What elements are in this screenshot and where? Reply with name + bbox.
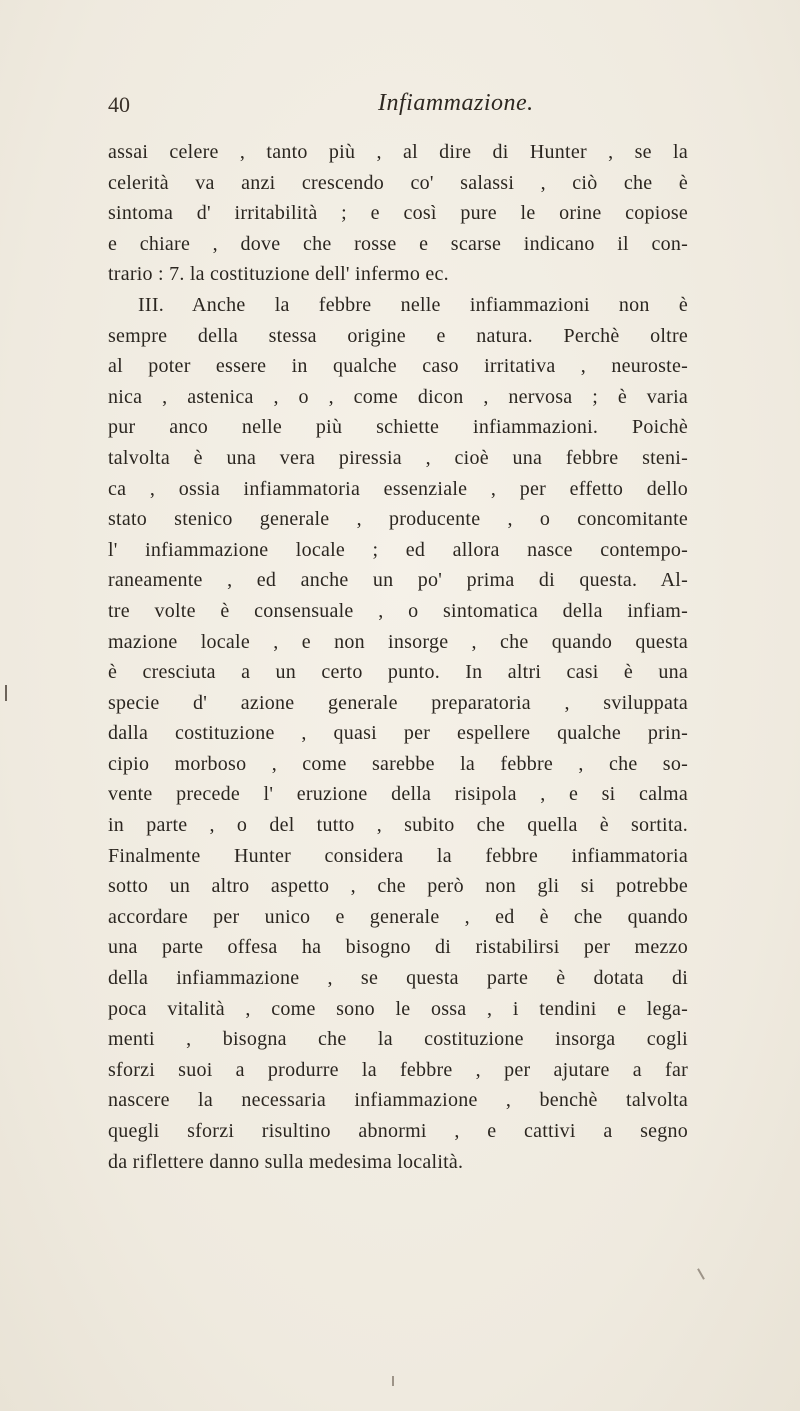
running-title: Infiammazione. xyxy=(378,90,534,116)
paper-speck xyxy=(392,1376,394,1386)
text-line: vente precede l' eruzione della risipola , e si calma xyxy=(108,783,688,806)
text-line: Finalmente Hunter considera la febbre infiammatoria xyxy=(108,844,688,867)
text-line: menti , bisogna che la costituzione insorga cogli xyxy=(108,1028,688,1051)
text-line: da riflettere danno sulla medesima località. xyxy=(108,1150,464,1173)
text-line: specie d' azione generale preparatoria , sviluppata xyxy=(108,691,688,714)
section-start-line: III. Anche la febbre nelle infiammazioni non è xyxy=(138,293,688,316)
text-line: e chiare , dove che rosse e scarse indicano il con- xyxy=(108,232,688,255)
text-line: in parte , o del tutto , subito che quella è sortita. xyxy=(108,814,688,837)
paper-speck xyxy=(697,1268,705,1279)
text-line: accordare per unico e generale , ed è che quando xyxy=(108,905,688,928)
running-head xyxy=(108,92,688,122)
text-line: sforzi suoi a produrre la febbre , per ajutare a far xyxy=(108,1058,688,1081)
text-line: una parte offesa ha bisogno di ristabilirsi per mezzo xyxy=(108,936,688,959)
text-line: tre volte è consensuale , o sintomatica della infiam- xyxy=(108,599,688,622)
text-line: nica , astenica , o , come dicon , nervosa ; è varia xyxy=(108,385,688,408)
text-line: quegli sforzi risultino abnormi , e cattivi a segno xyxy=(108,1120,688,1142)
text-line: nascere la necessaria infiammazione , benchè talvolta xyxy=(108,1089,688,1112)
text-line: stato stenico generale , producente , o concomitante xyxy=(108,508,688,531)
body-text xyxy=(108,137,688,1177)
margin-mark xyxy=(5,685,7,701)
text-line: trario : 7. la costituzione dell' infermo ec. xyxy=(108,263,449,286)
text-line: cipio morboso , come sarebbe la febbre , che so- xyxy=(108,752,688,775)
text-line: poca vitalità , come sono le ossa , i tendini e lega- xyxy=(108,997,688,1020)
text-line: sempre della stessa origine e natura. Perchè oltre xyxy=(108,324,688,347)
text-line: l' infiammazione locale ; ed allora nasce contempo- xyxy=(108,538,688,561)
text-line: raneamente , ed anche un po' prima di questa. Al- xyxy=(108,569,688,592)
text-line: celerità va anzi crescendo co' salassi , ciò che è xyxy=(108,171,688,194)
text-line: sotto un altro aspetto , che però non gli si potrebbe xyxy=(108,875,688,898)
text-line: mazione locale , e non insorge , che quando questa xyxy=(108,630,688,653)
text-line: è cresciuta a un certo punto. In altri casi è una xyxy=(108,661,688,684)
page-number: 40 xyxy=(108,92,130,117)
text-line: ca , ossia infiammatoria essenziale , per effetto dello xyxy=(108,477,688,500)
text-line: dalla costituzione , quasi per espellere qualche prin- xyxy=(108,722,688,745)
text-line: della infiammazione , se questa parte è dotata di xyxy=(108,967,688,990)
text-line: sintoma d' irritabilità ; e così pure le orine copiose xyxy=(108,202,688,225)
text-line: assai celere , tanto più , al dire di Hunter , se la xyxy=(108,141,688,163)
text-line: pur anco nelle più schiette infiammazioni. Poichè xyxy=(108,416,688,439)
text-line: talvolta è una vera piressia , cioè una febbre steni- xyxy=(108,446,688,469)
text-line: al poter essere in qualche caso irritativa , neuroste- xyxy=(108,355,688,378)
